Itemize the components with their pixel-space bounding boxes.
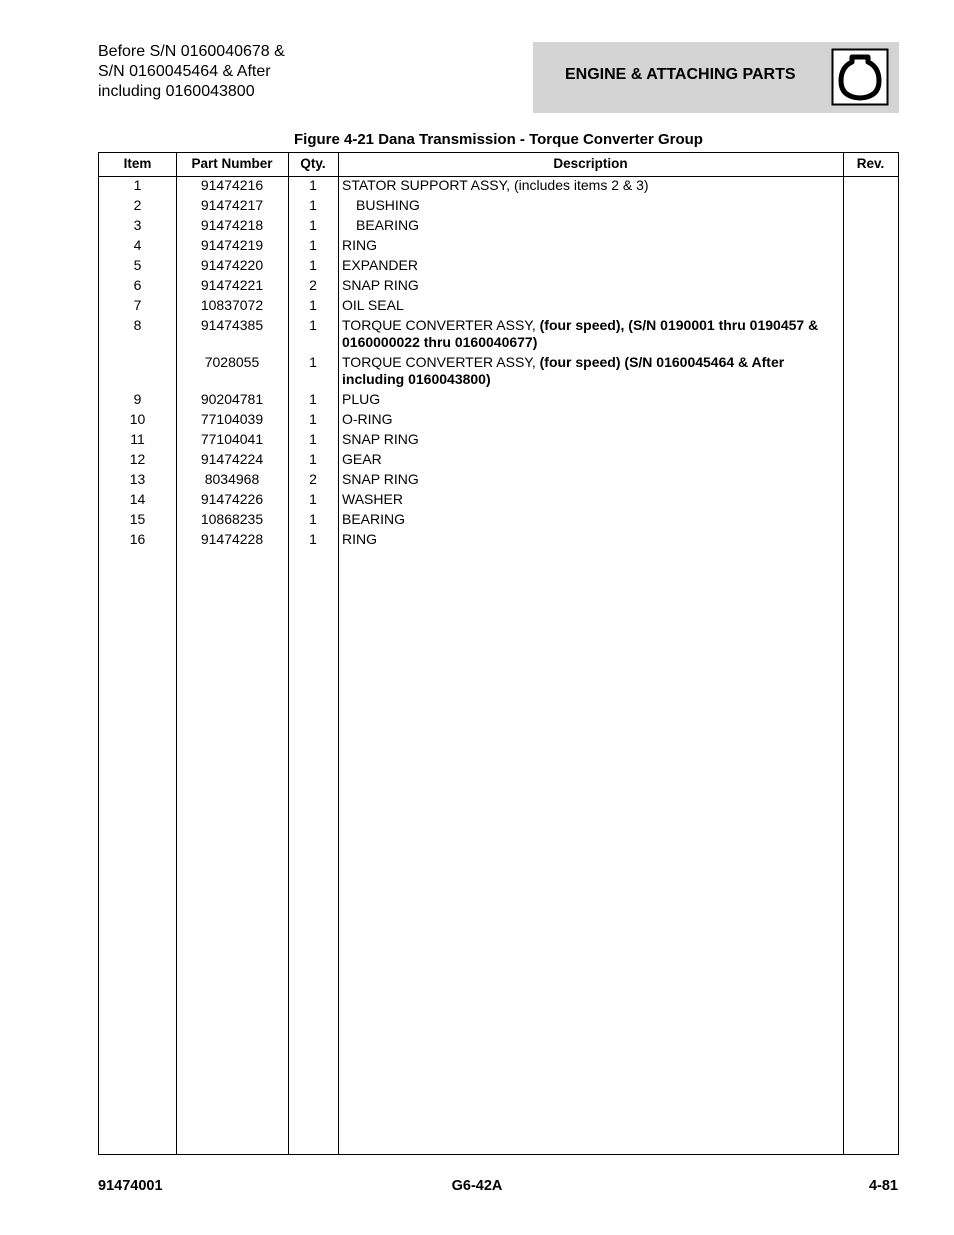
item-number: 15 (129, 511, 146, 527)
quantity: 1 (309, 531, 317, 547)
quantity: 1 (309, 354, 317, 370)
item-number: 1 (133, 177, 142, 193)
column-header-part-number: Part Number (191, 156, 273, 171)
description: PLUG (342, 391, 381, 407)
part-number: 90204781 (200, 391, 264, 407)
part-number: 10868235 (200, 511, 264, 527)
quantity: 1 (309, 451, 317, 467)
part-number: 91474219 (200, 237, 264, 253)
serial-line: S/N 0160045464 & After (98, 63, 271, 80)
part-number: 91474216 (200, 177, 264, 193)
part-number: 91474224 (200, 451, 264, 467)
quantity: 1 (309, 491, 317, 507)
quantity: 1 (309, 297, 317, 313)
quantity: 1 (309, 511, 317, 527)
item-number: 7 (133, 297, 142, 313)
item-number: 8 (133, 317, 142, 333)
description: WASHER (342, 491, 403, 507)
quantity: 1 (309, 257, 317, 273)
description-text: TORQUE CONVERTER ASSY, (342, 317, 540, 333)
quantity: 1 (309, 217, 317, 233)
description (342, 317, 832, 351)
description: BUSHING (356, 197, 420, 213)
part-number: 7028055 (204, 354, 260, 370)
item-number: 9 (133, 391, 142, 407)
quantity: 1 (309, 411, 317, 427)
table-row (99, 391, 898, 411)
quantity: 1 (309, 431, 317, 447)
footer-page-number: 4-81 (868, 1178, 898, 1194)
item-number: 2 (133, 197, 142, 213)
description: RING (342, 531, 377, 547)
table-row (99, 237, 898, 257)
item-number: 12 (129, 451, 146, 467)
description: OIL SEAL (342, 297, 404, 313)
item-number: 6 (133, 277, 142, 293)
footer-model: G6-42A (451, 1178, 503, 1194)
table-row (99, 471, 898, 491)
serial-line: including 0160043800 (98, 83, 255, 100)
description: BEARING (356, 217, 420, 233)
table-row (99, 177, 898, 197)
footer-document-number: 91474001 (98, 1178, 163, 1194)
item-number: 13 (129, 471, 146, 487)
description: RING (342, 237, 377, 253)
serial-line: Before S/N 0160040678 & (98, 43, 285, 60)
table-row (99, 197, 898, 217)
serial-range-note (98, 42, 285, 102)
item-number: 4 (133, 237, 142, 253)
table-row (99, 277, 898, 297)
part-number: 91474226 (200, 491, 264, 507)
parts-table (98, 152, 899, 1155)
table-row (99, 511, 898, 531)
column-header-rev: Rev. (856, 156, 885, 171)
description: SNAP RING (342, 471, 419, 487)
description-bold-text: (four speed) (S/N 0160045464 & After including 0160043800) (342, 354, 785, 387)
description: GEAR (342, 451, 382, 467)
table-row (99, 297, 898, 317)
description: BEARING (342, 511, 406, 527)
part-number: 91474221 (200, 277, 264, 293)
table-row (99, 354, 898, 391)
table-row (99, 411, 898, 431)
description: STATOR SUPPORT ASSY, (includes items 2 & 3) (342, 177, 649, 193)
part-number: 10837072 (200, 297, 264, 313)
description: SNAP RING (342, 431, 419, 447)
table-row (99, 217, 898, 237)
engine-outline-icon (831, 48, 889, 106)
part-number: 91474217 (200, 197, 264, 213)
description (342, 354, 832, 388)
table-row (99, 491, 898, 511)
figure-title: Figure 4-21 Dana Transmission - Torque Converter Group (294, 131, 703, 148)
part-number: 77104041 (200, 431, 264, 447)
quantity: 1 (309, 317, 317, 333)
quantity: 2 (309, 471, 317, 487)
description: SNAP RING (342, 277, 419, 293)
table-row (99, 531, 898, 551)
description: O-RING (342, 411, 393, 427)
table-row (99, 451, 898, 471)
description: EXPANDER (342, 257, 418, 273)
part-number: 8034968 (204, 471, 260, 487)
part-number: 91474385 (200, 317, 264, 333)
item-number: 14 (129, 491, 146, 507)
quantity: 1 (309, 237, 317, 253)
item-number: 16 (129, 531, 146, 547)
table-body (99, 177, 898, 551)
item-number: 11 (130, 431, 145, 447)
column-header-item: Item (123, 156, 152, 171)
table-row (99, 317, 898, 354)
part-number: 91474228 (200, 531, 264, 547)
quantity: 1 (309, 197, 317, 213)
part-number: 91474218 (200, 217, 264, 233)
description-text: TORQUE CONVERTER ASSY, (342, 354, 540, 370)
part-number: 91474220 (200, 257, 264, 273)
column-header-qty: Qty. (300, 156, 326, 171)
item-number: 3 (133, 217, 142, 233)
section-header-box (533, 42, 899, 113)
part-number: 77104039 (200, 411, 264, 427)
table-row (99, 257, 898, 277)
table-row (99, 431, 898, 451)
quantity: 1 (309, 177, 317, 193)
section-title: ENGINE & ATTACHING PARTS (565, 66, 796, 83)
quantity: 2 (309, 277, 317, 293)
item-number: 5 (133, 257, 142, 273)
column-header-description: Description (553, 156, 628, 171)
description-bold-text: (four speed), (S/N 0190001 thru 0190457 & 0160000022 thru 0160040677) (342, 317, 819, 350)
quantity: 1 (309, 391, 317, 407)
item-number: 10 (129, 411, 146, 427)
